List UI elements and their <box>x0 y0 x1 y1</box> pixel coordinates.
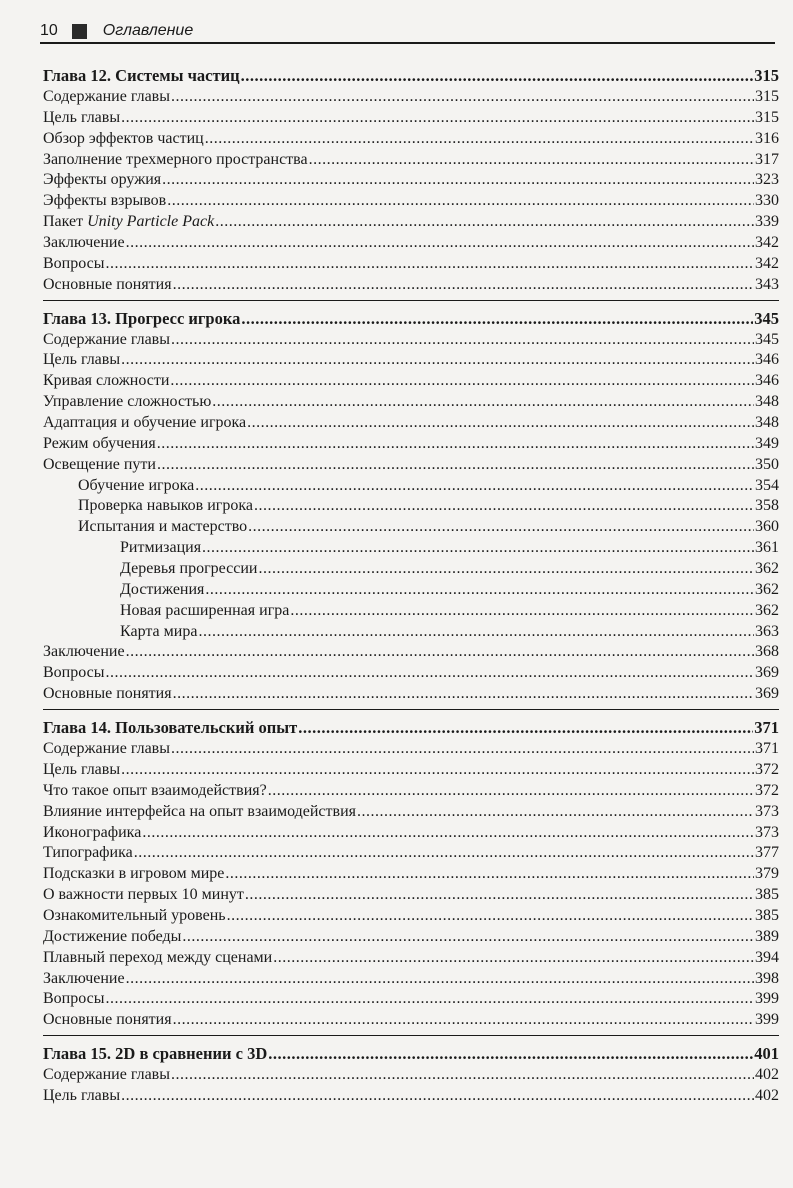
chapter-heading[interactable] <box>43 307 779 330</box>
toc-entry[interactable] <box>43 601 779 622</box>
toc-entry-text: Иконографика <box>43 823 142 841</box>
toc-entry[interactable] <box>43 371 779 392</box>
dot-leader <box>157 455 754 476</box>
toc-entry-text: Влияние интерфейса на опыт взаимодействия <box>43 802 356 820</box>
toc-entry-title <box>43 87 170 108</box>
toc-entry-text: Вопросы <box>43 664 105 682</box>
toc-entry-text: Вопросы <box>43 254 105 272</box>
toc-entry-title <box>43 684 172 705</box>
toc-entry[interactable] <box>43 170 779 191</box>
dot-leader <box>170 371 754 392</box>
toc-entry[interactable] <box>43 455 779 476</box>
toc-entry[interactable] <box>43 1010 779 1031</box>
toc-entry-text: Деревья прогрессии <box>120 560 258 578</box>
toc-entry-title <box>43 413 246 434</box>
toc-entry-title <box>43 371 169 392</box>
toc-entry-text: Цель главы <box>43 351 121 369</box>
toc-entry-text: Адаптация и обучение игрока <box>43 414 247 432</box>
dot-leader <box>258 559 754 580</box>
toc-entry-text: Управление сложностью <box>43 393 212 411</box>
toc-entry[interactable] <box>43 969 779 990</box>
toc-entry-title <box>43 392 211 413</box>
toc-entry-title <box>78 496 253 517</box>
dot-leader <box>134 843 754 864</box>
toc-entry-title <box>43 1065 170 1086</box>
toc-entry[interactable] <box>43 392 779 413</box>
toc-entry[interactable] <box>43 108 779 129</box>
toc-entry-page-number: 399 <box>755 1011 779 1029</box>
toc-entry[interactable] <box>43 413 779 434</box>
dot-leader <box>105 254 754 275</box>
toc-entry[interactable] <box>43 150 779 171</box>
toc-entry[interactable] <box>43 434 779 455</box>
toc-entry-text: Плавный переход между сценами <box>43 948 273 966</box>
toc-entry-title <box>43 191 166 212</box>
toc-entry-page-number: 369 <box>755 664 779 682</box>
toc-entry-text: О важности первых 10 минут <box>43 886 244 904</box>
dot-leader <box>105 663 754 684</box>
toc-entry-title <box>43 1010 172 1031</box>
toc-entry-text: Испытания и мастерство <box>78 518 248 536</box>
toc-entry-text: Обзор эффектов частиц <box>43 129 204 147</box>
toc-entry-text: Что такое опыт взаимодействия? <box>43 781 267 799</box>
chapter-title: Глава 13. Прогресс игрока <box>43 308 241 328</box>
dot-leader <box>357 802 754 823</box>
toc-entry-page-number: 402 <box>755 1086 779 1104</box>
toc-entry-page-number: 373 <box>755 802 779 820</box>
toc-entry-page-number: 372 <box>755 760 779 778</box>
dot-leader <box>205 129 754 150</box>
toc-entry-title <box>43 760 120 781</box>
toc-entry[interactable] <box>43 330 779 351</box>
toc-entry[interactable] <box>43 663 779 684</box>
toc-entry-title <box>43 864 224 885</box>
dot-leader <box>126 642 754 663</box>
toc-entry-page-number: 399 <box>755 990 779 1008</box>
toc-entry[interactable] <box>43 906 779 927</box>
running-title: Оглавление <box>102 22 194 39</box>
toc-entry[interactable] <box>43 823 779 844</box>
toc-entry[interactable] <box>43 622 779 643</box>
toc-entry-text: Режим обучения <box>43 434 156 452</box>
toc-entry-page-number: 373 <box>755 823 779 841</box>
toc-entry-page-number: 345 <box>755 330 779 348</box>
toc-entry[interactable] <box>43 642 779 663</box>
toc-entry-text: Основные понятия <box>43 1011 172 1029</box>
toc-entry[interactable] <box>43 802 779 823</box>
toc-entry[interactable] <box>43 739 779 760</box>
toc-entry-page-number: 315 <box>755 108 779 126</box>
dot-leader <box>167 191 754 212</box>
toc-entry[interactable] <box>43 684 779 705</box>
toc-entry-text: Эффекты взрывов <box>43 192 167 210</box>
toc-entry-title <box>43 129 204 150</box>
toc-entry-text: Цель главы <box>43 1086 121 1104</box>
toc-entry-title <box>43 739 170 760</box>
dot-leader <box>171 330 754 351</box>
toc-entry[interactable] <box>43 864 779 885</box>
toc-entry-title <box>43 885 244 906</box>
dot-leader <box>225 864 754 885</box>
toc-entry[interactable] <box>43 948 779 969</box>
dot-leader <box>173 275 754 296</box>
toc-entry-text: Основные понятия <box>43 275 172 293</box>
toc-entry-text: Заключение <box>43 234 125 252</box>
toc-entry[interactable] <box>43 538 779 559</box>
dot-leader <box>173 684 754 705</box>
toc-entry-page-number: 372 <box>755 781 779 799</box>
toc-entry-page-number: 362 <box>755 601 779 619</box>
dot-leader <box>121 760 754 781</box>
chapter-section <box>43 64 779 296</box>
toc-entry-page-number: 342 <box>755 254 779 272</box>
chapter-page-number: 315 <box>754 66 779 85</box>
dot-leader <box>245 885 754 906</box>
toc-entry-text: Кривая сложности <box>43 372 170 390</box>
toc-entry[interactable] <box>43 781 779 802</box>
dot-leader <box>198 622 754 643</box>
toc-entry[interactable] <box>43 517 779 538</box>
toc-entry-title <box>78 517 247 538</box>
toc-entry-page-number: 394 <box>755 948 779 966</box>
toc-entry[interactable] <box>43 1065 779 1086</box>
toc-entry[interactable] <box>43 254 779 275</box>
dot-leader <box>171 739 754 760</box>
toc-entry-page-number: 316 <box>755 129 779 147</box>
chapter-page-number: 401 <box>754 1044 779 1064</box>
dot-leader <box>105 989 754 1010</box>
toc-entry-title <box>43 108 120 129</box>
toc-entry[interactable] <box>43 843 779 864</box>
dot-leader <box>162 170 754 191</box>
toc-entry-text: Содержание главы <box>43 740 170 758</box>
toc-entry-page-number: 342 <box>755 234 779 252</box>
page-header <box>40 20 775 44</box>
toc-entry-title <box>120 559 257 580</box>
toc-entry-title <box>43 948 272 969</box>
toc-entry-text: Типографика <box>43 844 133 862</box>
toc-entry-page-number: 346 <box>755 372 779 390</box>
chapter-section <box>43 300 779 705</box>
toc-entry-title <box>43 802 356 823</box>
toc-entry[interactable] <box>43 233 779 254</box>
toc-entry[interactable] <box>43 885 779 906</box>
dot-leader <box>241 64 754 87</box>
toc-entry-text: Цель главы <box>43 760 121 778</box>
dot-leader <box>309 150 754 171</box>
toc-entry-page-number: 402 <box>755 1066 779 1084</box>
toc-entry-page-number: 398 <box>755 969 779 987</box>
toc-entry-title <box>43 350 120 371</box>
dot-leader <box>254 496 754 517</box>
chapter-heading[interactable] <box>43 716 779 739</box>
toc-entry-page-number: 389 <box>755 927 779 945</box>
dot-leader <box>273 948 754 969</box>
toc-entry-title <box>43 989 104 1010</box>
toc-entry[interactable] <box>43 989 779 1010</box>
toc-entry-text: Вопросы <box>43 990 105 1008</box>
toc-entry[interactable] <box>43 87 779 108</box>
dot-leader <box>142 823 754 844</box>
toc-entry-title <box>43 330 170 351</box>
dot-leader <box>290 601 754 622</box>
toc-entry-text: Содержание главы <box>43 330 170 348</box>
toc-entry-text: Достижение победы <box>43 927 182 945</box>
toc-entry-title <box>43 150 308 171</box>
toc-entry-text: Пакет <box>43 213 88 231</box>
toc-entry[interactable] <box>43 760 779 781</box>
toc-entry-text: Эффекты оружия <box>43 171 162 189</box>
toc-entry[interactable] <box>43 1086 779 1107</box>
toc-entry[interactable] <box>43 559 779 580</box>
toc-entry-text: Карта мира <box>120 622 198 640</box>
toc-entry-title <box>120 538 201 559</box>
toc-entry-page-number: 358 <box>755 497 779 515</box>
toc-entry-page-number: 360 <box>755 518 779 536</box>
toc-entry-text: Основные понятия <box>43 685 172 703</box>
toc-entry-page-number: 361 <box>755 539 779 557</box>
chapter-heading[interactable] <box>43 1042 779 1065</box>
dot-leader <box>171 1065 754 1086</box>
toc-entry-page-number: 369 <box>755 685 779 703</box>
toc-entry-title <box>120 622 197 643</box>
toc-entry[interactable] <box>43 191 779 212</box>
toc-entry-text: Подсказки в игровом мире <box>43 865 225 883</box>
toc-entry-page-number: 348 <box>755 414 779 432</box>
toc-entry-page-number: 346 <box>755 351 779 369</box>
toc-entry-page-number: 343 <box>755 275 779 293</box>
toc-entry-page-number: 317 <box>755 150 779 168</box>
toc-entry-title <box>43 170 161 191</box>
dot-leader <box>202 538 754 559</box>
toc-entry-page-number: 350 <box>755 455 779 473</box>
toc-entry-page-number: 368 <box>755 643 779 661</box>
toc-entry-title <box>120 601 289 622</box>
toc-entry[interactable] <box>43 275 779 296</box>
dot-leader <box>212 392 754 413</box>
toc-entry-page-number: 363 <box>755 622 779 640</box>
toc-entry[interactable] <box>43 350 779 371</box>
toc-entry[interactable] <box>43 129 779 150</box>
toc-entry[interactable] <box>43 476 779 497</box>
toc-entry-text: Заключение <box>43 643 125 661</box>
toc-entry-text: Новая расширенная игра <box>120 601 290 619</box>
dot-leader <box>268 1042 753 1065</box>
dot-leader <box>248 517 754 538</box>
toc-entry-text: Содержание главы <box>43 1066 170 1084</box>
toc-entry-page-number: 362 <box>755 580 779 598</box>
square-icon <box>72 24 87 39</box>
toc-entry-title <box>43 254 104 275</box>
toc-entry-title <box>43 906 226 927</box>
toc-entry[interactable] <box>43 496 779 517</box>
dot-leader <box>205 580 754 601</box>
toc-entry-page-number: 330 <box>755 192 779 210</box>
chapter-section <box>43 1035 779 1107</box>
toc-entry-text: Содержание главы <box>43 88 170 105</box>
dot-leader <box>126 233 754 254</box>
dot-leader <box>215 212 754 233</box>
toc-entry-title <box>43 781 267 802</box>
toc-entry-page-number: 339 <box>755 213 779 231</box>
toc-entry-title <box>43 233 125 254</box>
toc-entry-text: Заполнение трехмерного пространства <box>43 150 308 168</box>
chapter-title: Глава 12. Системы частиц <box>43 66 240 85</box>
dot-leader <box>298 716 753 739</box>
dot-leader <box>227 906 754 927</box>
dot-leader <box>247 413 754 434</box>
toc-entry-page-number: 323 <box>755 171 779 189</box>
toc-entry-title <box>120 580 204 601</box>
toc-entry-title <box>43 275 172 296</box>
toc-entry-title <box>43 434 156 455</box>
chapter-page-number: 371 <box>754 718 779 738</box>
toc-entry-page-number: 385 <box>755 886 779 904</box>
toc-entry-title <box>43 823 141 844</box>
toc-entry-title <box>43 212 214 233</box>
dot-leader <box>241 307 753 330</box>
toc-entry-title <box>43 969 125 990</box>
toc-entry-text: Проверка навыков игрока <box>78 497 253 515</box>
dot-leader <box>173 1010 754 1031</box>
toc-entry-page-number: 362 <box>755 560 779 578</box>
toc-entry-italic-text: Unity Particle Pack <box>87 213 215 231</box>
toc-entry-page-number: 377 <box>755 844 779 862</box>
toc-entry-title <box>43 843 133 864</box>
toc-entry[interactable] <box>43 212 779 233</box>
toc-entry-text: Цель главы <box>43 108 121 126</box>
dot-leader <box>157 434 754 455</box>
toc-entry-text: Освещение пути <box>43 455 156 473</box>
toc-entry-title <box>43 455 156 476</box>
toc-entry-text: Достижения <box>120 580 205 598</box>
dot-leader <box>268 781 754 802</box>
dot-leader <box>195 476 754 497</box>
toc-entry[interactable] <box>43 580 779 601</box>
chapter-title: Глава 14. Пользовательский опыт <box>43 718 298 738</box>
toc-entry-page-number: 348 <box>755 393 779 411</box>
dot-leader <box>126 969 754 990</box>
dot-leader <box>121 350 754 371</box>
chapter-section <box>43 709 779 1031</box>
toc-entry-page-number: 315 <box>755 88 779 105</box>
dot-leader <box>171 87 754 108</box>
toc-entry-page-number: 379 <box>755 865 779 883</box>
chapter-page-number: 345 <box>754 308 779 328</box>
toc-entry-title <box>43 663 104 684</box>
chapter-heading[interactable] <box>43 64 779 87</box>
dot-leader <box>121 108 754 129</box>
toc-entry-page-number: 385 <box>755 906 779 924</box>
table-of-contents <box>43 64 779 1111</box>
toc-entry-text: Ритмизация <box>120 539 202 557</box>
toc-entry-text: Обучение игрока <box>78 476 195 494</box>
chapter-title: Глава 15. 2D в сравнении с 3D <box>43 1044 268 1064</box>
toc-entry-title <box>43 927 181 948</box>
page-number: 10 <box>40 22 58 39</box>
toc-entry-text: Ознакомительный уровень <box>43 906 226 924</box>
toc-entry-text: Заключение <box>43 969 125 987</box>
toc-entry-page-number: 349 <box>755 434 779 452</box>
toc-entry-page-number: 371 <box>755 740 779 758</box>
dot-leader <box>182 927 754 948</box>
toc-entry-title <box>43 642 125 663</box>
toc-entry[interactable] <box>43 927 779 948</box>
toc-entry-title <box>78 476 194 497</box>
toc-entry-page-number: 354 <box>755 476 779 494</box>
dot-leader <box>121 1086 754 1107</box>
toc-entry-title <box>43 1086 120 1107</box>
